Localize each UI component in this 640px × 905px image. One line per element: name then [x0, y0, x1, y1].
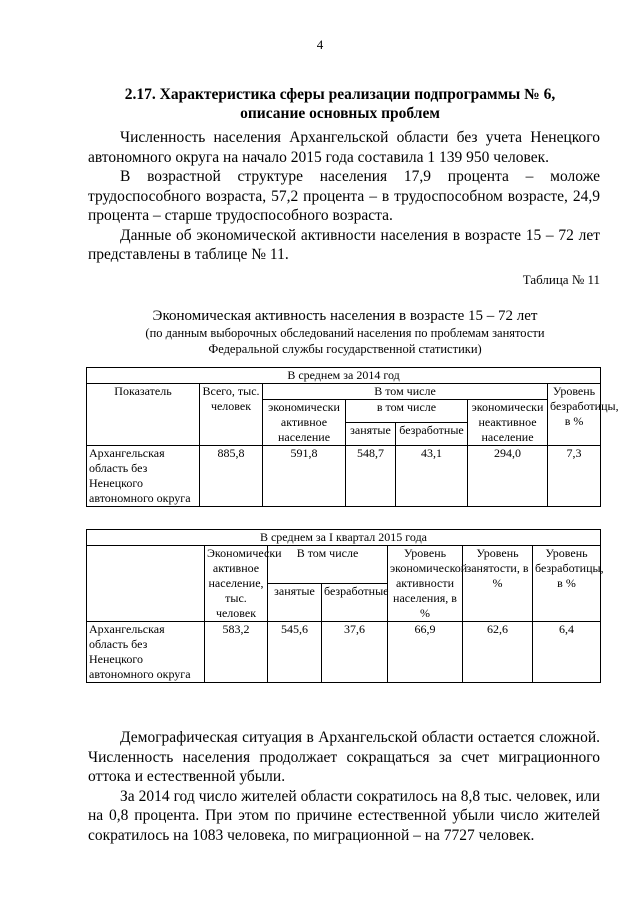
header-employment-rate: Уровень занятости, в % [463, 546, 533, 622]
header-economically-active: экономически активное население [263, 400, 346, 446]
paragraph-population: Численность населения Архангельской области без учета Ненецкого автономного округа на начало 2015 года составила 1 139 950 человек. [88, 129, 600, 166]
cell-employed: 548,7 [346, 446, 396, 507]
page-number: 4 [316, 37, 324, 52]
paragraph-table-reference: Данные об экономической активности населения в возрасте 15 – 72 лет представлены в таблице № 11. [88, 226, 600, 263]
cell-unemployed: 37,6 [322, 622, 388, 683]
row-label: Архангельская область без Ненецкого автономного округа [87, 446, 200, 507]
table-source-note [80, 325, 610, 357]
cell-unemployment-rate: 6,4 [533, 622, 601, 683]
table-period-2015: В среднем за I квартал 2015 года [87, 530, 601, 546]
header-indicator-empty [87, 546, 205, 622]
section-heading [60, 85, 620, 123]
cell-inactive: 294,0 [468, 446, 548, 507]
cell-total: 885,8 [200, 446, 263, 507]
header-unemployment-rate: Уровень безработицы, в % [533, 546, 601, 622]
header-economically-inactive: экономически неактивное население [468, 400, 548, 446]
cell-active: 591,8 [263, 446, 346, 507]
cell-unemployment-rate: 7,3 [548, 446, 601, 507]
header-active-including: в том числе [346, 400, 468, 423]
cell-active: 583,2 [205, 622, 268, 683]
header-employed: занятые [268, 584, 322, 622]
table-period-2014: В среднем за 2014 год [87, 368, 601, 384]
table-source-line-2: Федеральной службы государственной статистики) [208, 342, 482, 356]
header-including: В том числе [263, 384, 548, 400]
table-2014 [86, 367, 619, 507]
intro-text [88, 128, 600, 265]
table-source-line-1: (по данным выборочных обследований населения по проблемам занятости [145, 326, 545, 340]
header-activity-rate: Уровень экономической активности населения, в % [388, 546, 463, 622]
paragraph-population-decline: За 2014 год число жителей области сократилось на 8,8 тыс. человек, или на 0,8 процента. При этом по причине естественной убыли число жителей сократилось на 1083 человека, по миграционной – на 7727 человек. [88, 787, 600, 844]
header-unemployed: безработные [396, 423, 468, 446]
cell-employed: 545,6 [268, 622, 322, 683]
table-q1-2015 [86, 529, 604, 683]
section-heading-line-1: 2.17. Характеристика сферы реализации подпрограммы № 6, [124, 86, 556, 103]
table-row [87, 622, 601, 683]
header-indicator: Показатель [87, 384, 200, 446]
table-number: Таблица № 11 [522, 272, 600, 287]
header-unemployment-rate: Уровень безработицы, в % [548, 384, 601, 446]
paragraph-demographics: Демографическая ситуация в Архангельской области остается сложной. Численность населения продолжает сокращаться за счет миграционного оттока и естественной убыли. [88, 729, 600, 785]
cell-unemployed: 43,1 [396, 446, 468, 507]
table-row [87, 446, 601, 507]
header-unemployed: безработные [322, 584, 388, 622]
closing-text [88, 728, 600, 845]
header-employed: занятые [346, 423, 396, 446]
cell-employment-rate: 62,6 [463, 622, 533, 683]
cell-activity-rate: 66,9 [388, 622, 463, 683]
section-heading-line-2: описание основных проблем [240, 105, 440, 122]
header-including: В том числе [268, 546, 388, 584]
table-title: Экономическая активность населения в возрасте 15 – 72 лет [152, 308, 538, 324]
header-total: Всего, тыс. человек [200, 384, 263, 446]
paragraph-age-structure: В возрастной структуре населения 17,9 процента – моложе трудоспособного возраста, 57,2 процента – в трудоспособном возрасте, 24,9 процента – старше трудоспособного возраста. [88, 168, 600, 224]
row-label: Архангельская область без Ненецкого автономного округа [87, 622, 205, 683]
header-economically-active: Экономически активное население, тыс. человек [205, 546, 268, 622]
